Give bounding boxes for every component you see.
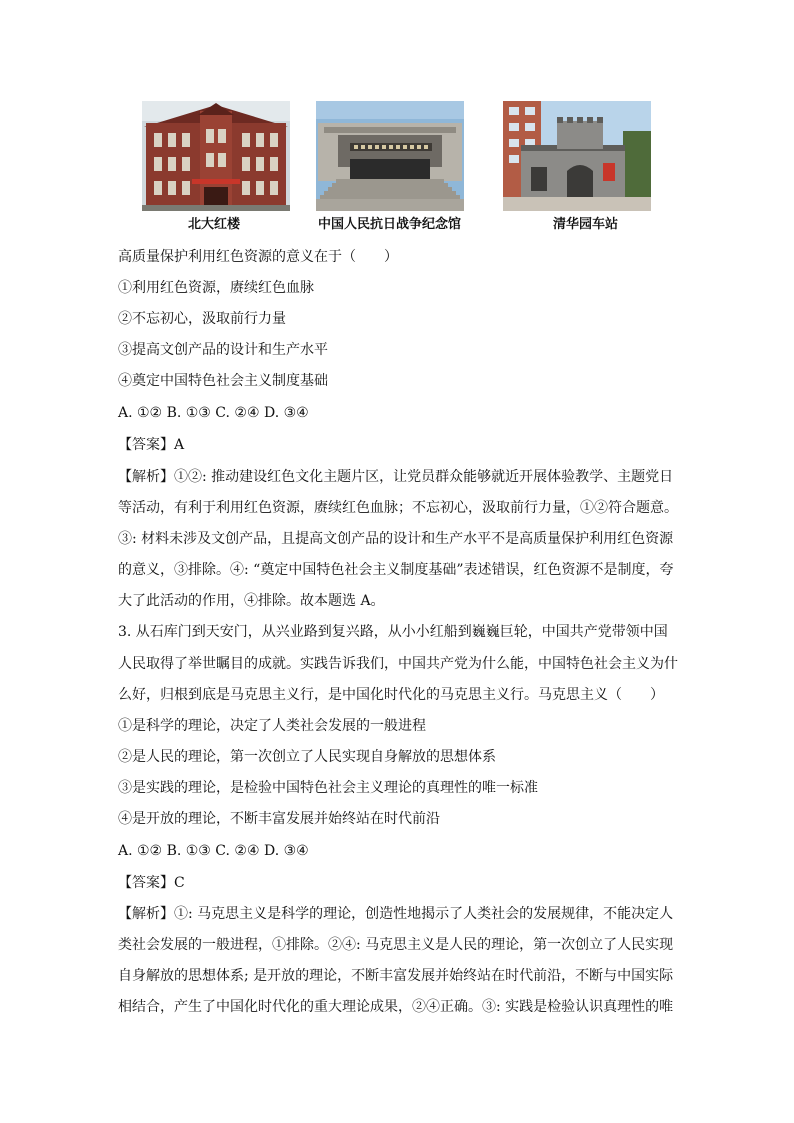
analysis-line: 的意义，③排除。④: “奠定中国特色社会主义制度基础”表述错误，红色资源不是制度，夸 — [118, 562, 674, 578]
option-item: ④奠定中国特色社会主义制度基础 — [118, 373, 328, 389]
option-item: ②不忘初心，汲取前行力量 — [118, 311, 286, 327]
memorial-hall-photo — [316, 101, 464, 232]
option-item: ③是实践的理论，是检验中国特色社会主义理论的真理性的唯一标准 — [118, 780, 538, 796]
option-item: ②是人民的理论，第一次创立了人民实现自身解放的思想体系 — [118, 749, 496, 765]
question-stem: 3. 从石库门到天安门，从兴业路到复兴路，从小小红船到巍巍巨轮，中国共产党带领中国 — [118, 624, 668, 640]
photo-caption: 北大红楼 — [188, 217, 241, 232]
option-item: ③提高文创产品的设计和生产水平 — [118, 342, 328, 358]
answer-choices: A. ①② B. ①③ C. ②④ D. ③④ — [118, 843, 309, 859]
answer-choices: A. ①② B. ①③ C. ②④ D. ③④ — [118, 405, 309, 421]
photo-row — [0, 101, 794, 231]
railway-station-photo — [503, 101, 651, 232]
photo-caption: 中国人民抗日战争纪念馆 — [318, 217, 462, 232]
option-item: ①利用红色资源，赓续红色血脉 — [118, 280, 314, 296]
question-stem: 么好，归根到底是马克思主义行，是中国化时代化的马克思主义行。马克思主义（ ） — [118, 687, 664, 703]
analysis-line: 相结合，产生了中国化时代化的重大理论成果，②④正确。③: 实践是检验认识真理性的唯 — [118, 999, 674, 1015]
analysis-line: 类社会发展的一般进程，①排除。②④: 马克思主义是人民的理论，第一次创立了人民实现 — [118, 937, 674, 953]
question-stem: 人民取得了举世瞩目的成就。实践告诉我们，中国共产党为什么能，中国特色社会主义为什 — [118, 656, 678, 672]
option-item: ④是开放的理论，不断丰富发展并始终站在时代前沿 — [118, 811, 440, 827]
analysis-line: 大了此活动的作用，④排除。故本题选 A。 — [118, 593, 385, 609]
photo-caption: 清华园车站 — [553, 217, 619, 232]
answer-label: 【答案】A — [118, 437, 185, 453]
analysis-line: 【解析】①: 马克思主义是科学的理论，创造性地揭示了人类社会的发展规律，不能决定人 — [118, 906, 674, 922]
red-brick-building-photo — [142, 101, 290, 232]
answer-label: 【答案】C — [118, 875, 185, 891]
analysis-line: 等活动，有利于利用红色资源，赓续红色血脉；不忘初心，汲取前行力量，①②符合题意。 — [118, 500, 678, 516]
analysis-line: 【解析】①②: 推动建设红色文化主题片区，让党员群众能够就近开展体验教学、主题党日 — [118, 469, 674, 485]
question-stem: 高质量保护利用红色资源的意义在于（ ） — [118, 249, 398, 265]
option-item: ①是科学的理论，决定了人类社会发展的一般进程 — [118, 718, 426, 734]
analysis-line: ③: 材料未涉及文创产品，且提高文创产品的设计和生产水平不是高质量保护利用红色资源 — [118, 531, 674, 547]
analysis-line: 自身解放的思想体系; 是开放的理论，不断丰富发展并始终站在时代前沿，不断与中国实际 — [118, 968, 674, 984]
